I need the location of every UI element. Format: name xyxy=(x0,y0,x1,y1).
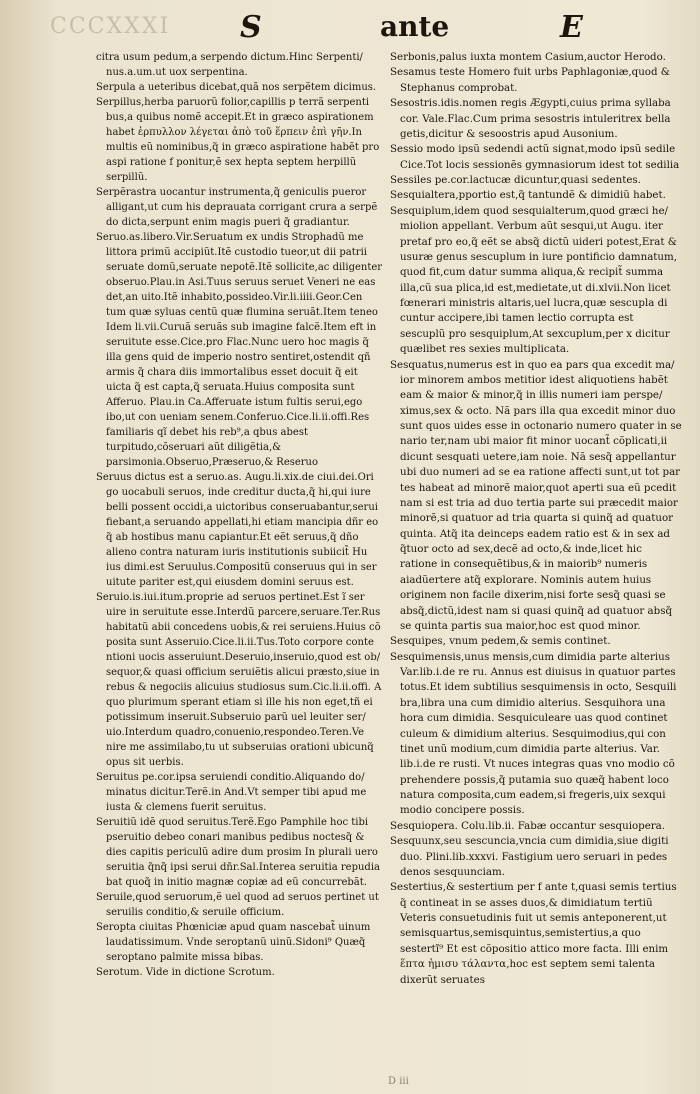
folio-number: CCCXXXI xyxy=(50,14,171,39)
entry: Sesquatus,numerus est in quo ea pars qua excedit ma/ ior minorem ambos metitior idest aliquotiens habẽt eam & maior & minor,q̃ in illis numeri iam perspe/ ximus,sex & octo. Nã pars illa qua excedit minor duo sunt quos uides esse in octonario numero quater in se nario ter,nam ubi maior fit minor uocant̃ cõplicati,ii dicunt sesquati uetere,iam noie. Nã sesq̃ appellantur ubi duo numeri ad se ea ratione affecti sunt,ut tot par tes habeat ad minorẽ maior,quot aperti sua eũ pcedit nam si est tria ad duo tertia parte sui præcedit maior minorẽ,si quatuor ad tria quarta si quinq̃ ad quatuor quinta. Atq̃ ita deinceps eadem ratio est & in sex ad q̃tuor octo ad sex,decẽ ad octo,& inde,licet hic ratione in consequẽtibus,& in maiorib⁹ numeris aiadũertere atq̃ explorare. Nominis autem huius originem non facile dixerim,nisi forte sesq̃ quasi se absq̃,dictũ,idest nam si quasi quinq̃ ad quatuor absq̃ se quinta partis sua maior,hoc est quod minor. xyxy=(390,358,682,632)
entry: Seruus dictus est a seruo.as. Augu.li.xix.de ciui.dei.Ori go uocabuli seruos, inde creditur ducta,q̃ hi,qui iure belli possent occidi,a uictoribus conseruabantur,serui fiebant,a seruando appellati,hi etiam mancipia dñr eo q̃ ab hostibus manu capiantur.Et eẽt seruus,q̃ dño alieno contra naturam iuris institutionis subiicit̃ Hu ius dimi.est Seruulus.Compositũ conseruus qui in ser uitute pariter est,qui eiusdem domini seruus est. xyxy=(96,472,379,588)
entry: Sesamus teste Homero fuit urbs Paphlagoniæ,quod & Stephanus comprobat. xyxy=(390,66,670,94)
entry: Sesquunx,seu sescuncia,vncia cum dimidia,siue digiti duo. Plini.lib.xxxvi. Fastigium uero seruari in pedes denos sesquunciam. xyxy=(390,835,669,878)
entry: Serpillus,herba paruorũ folior,capillis p terrã serpenti bus,a quibus nomẽ accepit.Et in græco aspirationem habet ἑρπυλλον λέγεται ἀπὸ τοῦ ἕρπειν ἐπὶ γῆν.In multis eũ nominibus,q̃ in græco aspiratione habẽt pro aspi ratione f ponitur,ẽ sex hepta septem herpillũ serpillũ. xyxy=(96,97,380,183)
entry: Sesostris.idis.nomen regis Ægypti,cuius prima syllaba cor. Vale.Flac.Cum prima sesostris intuleritrex bella getis,dicitur & sesoostris apud Ausonium. xyxy=(390,97,671,140)
header-letter-left: S xyxy=(240,10,262,45)
entry: citra usum pedum,a serpendo dictum.Hinc Serpenti/ nus.a.um.ut uox serpentina. xyxy=(96,52,363,78)
header-letter-right: E xyxy=(560,10,583,45)
signature-mark: D iii xyxy=(388,1076,409,1087)
header-title: ante xyxy=(380,10,450,43)
entry: Sessio modo ipsũ sedendi actũ signat,modo ipsũ sedile Cice.Tot locis sessionẽs gymnasiorum idest tot sedilia xyxy=(390,143,680,171)
entry: Seruio.is.iui.itum.proprie ad seruos pertinet.Est ĩ ser uire in seruitute esse.Interdũ parcere,seruare.Ter.Rus habitatũ abii concedens uobis,& rei seruiens.Huius cõ posita sunt Asseruio.Cice.li.ii.Tus.Toto corpore conte ntioni uocis asseruiunt.Deseruio,inseruio,quod est ob/ sequor,& quasi officium seruiẽtis alicui præsto,siue in rebus & negociis alicuius studiosus sum.Cic.li.ii.offi. A quo plurimum sperant etiam si ille his non eget,tñ ei potissimum inseruit.Subseruio parũ uel leuiter ser/ uio.Interdum quadro,conuenio,respondeo.Teren.Ve nire me assimilabo,tu ut subseruias orationi ubicunq̃ opus sit uerbis. xyxy=(96,592,382,768)
entry: Sessiles pe.cor.lactucæ dicuntur,quasi sedentes. xyxy=(390,174,641,186)
entry: Sesquiplum,idem quod sesquialterum,quod græci he/ miolion appellant. Verbum aũt sesqui,ut Augu. iter pretaf pro eo,q̃ eẽt se absq̃ dictũ uideri potest,Erat & usuræ genus sescuplum in iure pontificio damnatum, quod fit,cum datur summa aliqua,& recipit̃ summa illa,cũ sua plica,id est,medietate,ut di.xlvii.Non licet fœnerari ministris altaris,uel lucra,quæ sescupla di cuntur accipere,ibi tamen lectio corrupta est sescuplũ pro sesquiplum,At sexcuplum,per x dicitur quælibet res sexies multiplicata. xyxy=(390,204,678,356)
running-header xyxy=(50,10,680,48)
entry: Sestertius,& sestertium per f ante t,quasi semis tertius q̃ contineat in se asses duos,& dimidiatum tertiũ Veteris consuetudinis fuit ut semis anteponerent,ut semisquartus,semisquintus,semistertius,a quo sestertĩ⁹ Et est cõpositio attico more facta. Illi enim ἕπτα ἡμισυ τάλαντα,hoc est septem semi talenta dixerũt seruates xyxy=(390,881,677,986)
entry: Seruile,quod seruorum,ẽ uel quod ad seruos pertinet ut seruilis conditio,& seruile officium. xyxy=(96,892,379,918)
entry: Seruo.as.libero.Vir.Seruatum ex undis Strophadũ me littora primũ accipiũt.Itẽ custodio tueor,ut dii patrii seruate domũ,seruate nepotẽ.Itẽ sollicite,ac diligenter obseruo.Plau.in Asi.Tuus seruus seruet Veneri ne eas det,an uito.Itẽ inhabito,possideo.Vir.li.iiii.Geor.Cen tum quæ syluas centũ quæ flumina seruãt.Item teneo Idem li.vii.Curuã seruãs sub imagine falcẽ.Item eft in seruitute esse.Cice.pro Flac.Nunc uero hoc magis q̃ illa gens quid de imperio nostro sentiret,ostendit qñ armis q̃ chara diis immortalibus esset docuit q̃ eit uicta q̃ est capta,q̃ seruata.Huius composita sunt Afferuo. Plau.in Ca.Afferuate istum fultis serui,ego ibo,ut con ueniam senem.Conferuo.Cice.li.ii.offi.Res familiaris qĩ debet his reb⁹,a qbus abest turpitudo,cõseruari aũt diligẽtia,& parsimonia.Obseruo,Præseruo,& Reseruo xyxy=(96,232,383,468)
right-column xyxy=(390,50,682,988)
entry: Seruitiũ idẽ quod seruitus.Terẽ.Ego Pamphile hoc tibi pseruitio debeo conari manibus pedibus noctesq̃ & dies capitis periculũ adire dum prosim In plurali uero seruitia q̃nq̃ ipsi serui dñr.Sal.Interea seruitia repudia bat quoq̃ in initio magnæ copiæ ad eũ concurrebãt. xyxy=(96,817,380,888)
entry: Serpula a ueteribus dicebat,quã nos serpẽtem dicimus. xyxy=(96,82,377,93)
entry: Serotum. Vide in dictione Scrotum. xyxy=(96,967,275,978)
entry: Sesquimensis,unus mensis,cum dimidia parte alterius Var.lib.i.de re ru. Annus est diuisus in quatuor partes totus.Et idem subtilius sesquimensis in octo, Sesquili bra,libra una cum dimidio alterius. Sesquihora una hora cum dimidia. Sesquiculeare uas quod continet culeum & dimidium alterius. Sesquimodius,qui con tinet unũ modium,cum dimidia parte alterius. Var. lib.i.de re rusti. Vt nuces integras quas vno modio cõ prehendere possis,q̃ putamia suo quæq̃ habent loco natura composita,cum eadem,si fregeris,uix sexqui modio concipere possis. xyxy=(390,650,677,817)
entry: Sesquiopera. Colu.lib.ii. Fabæ occantur sesquiopera. xyxy=(390,819,666,832)
left-column xyxy=(96,50,384,980)
entry: Sesquipes, vnum pedem,& semis continet. xyxy=(390,635,611,648)
entry: Serbonis,palus iuxta montem Casium,auctor Herodo. xyxy=(390,51,666,63)
entry: Seropta ciuitas Phœniciæ apud quam nascebat̃ uinum laudatissimum. Vnde seroptanũ uinũ.Sidoni⁹ Quæq̃ seroptano palmite missa bibas. xyxy=(96,922,371,963)
entry: Seruitus pe.cor.ipsa seruiendi conditio.Aliquando do/ minatus dicitur.Terẽ.in And.Vt semper tibi apud me iusta & clemens fuerit seruitus. xyxy=(96,772,367,813)
entry: Sesquialtera,pportio est,q̃ tantundẽ & dimidiũ habet. xyxy=(390,189,666,202)
entry: Serpẽrastra uocantur instrumenta,q̃ geniculis pueror alligant,ut cum his deprauata corrigant crura a serpẽ do dicta,serpunt enim magis pueri q̃ gradiantur. xyxy=(96,187,378,228)
